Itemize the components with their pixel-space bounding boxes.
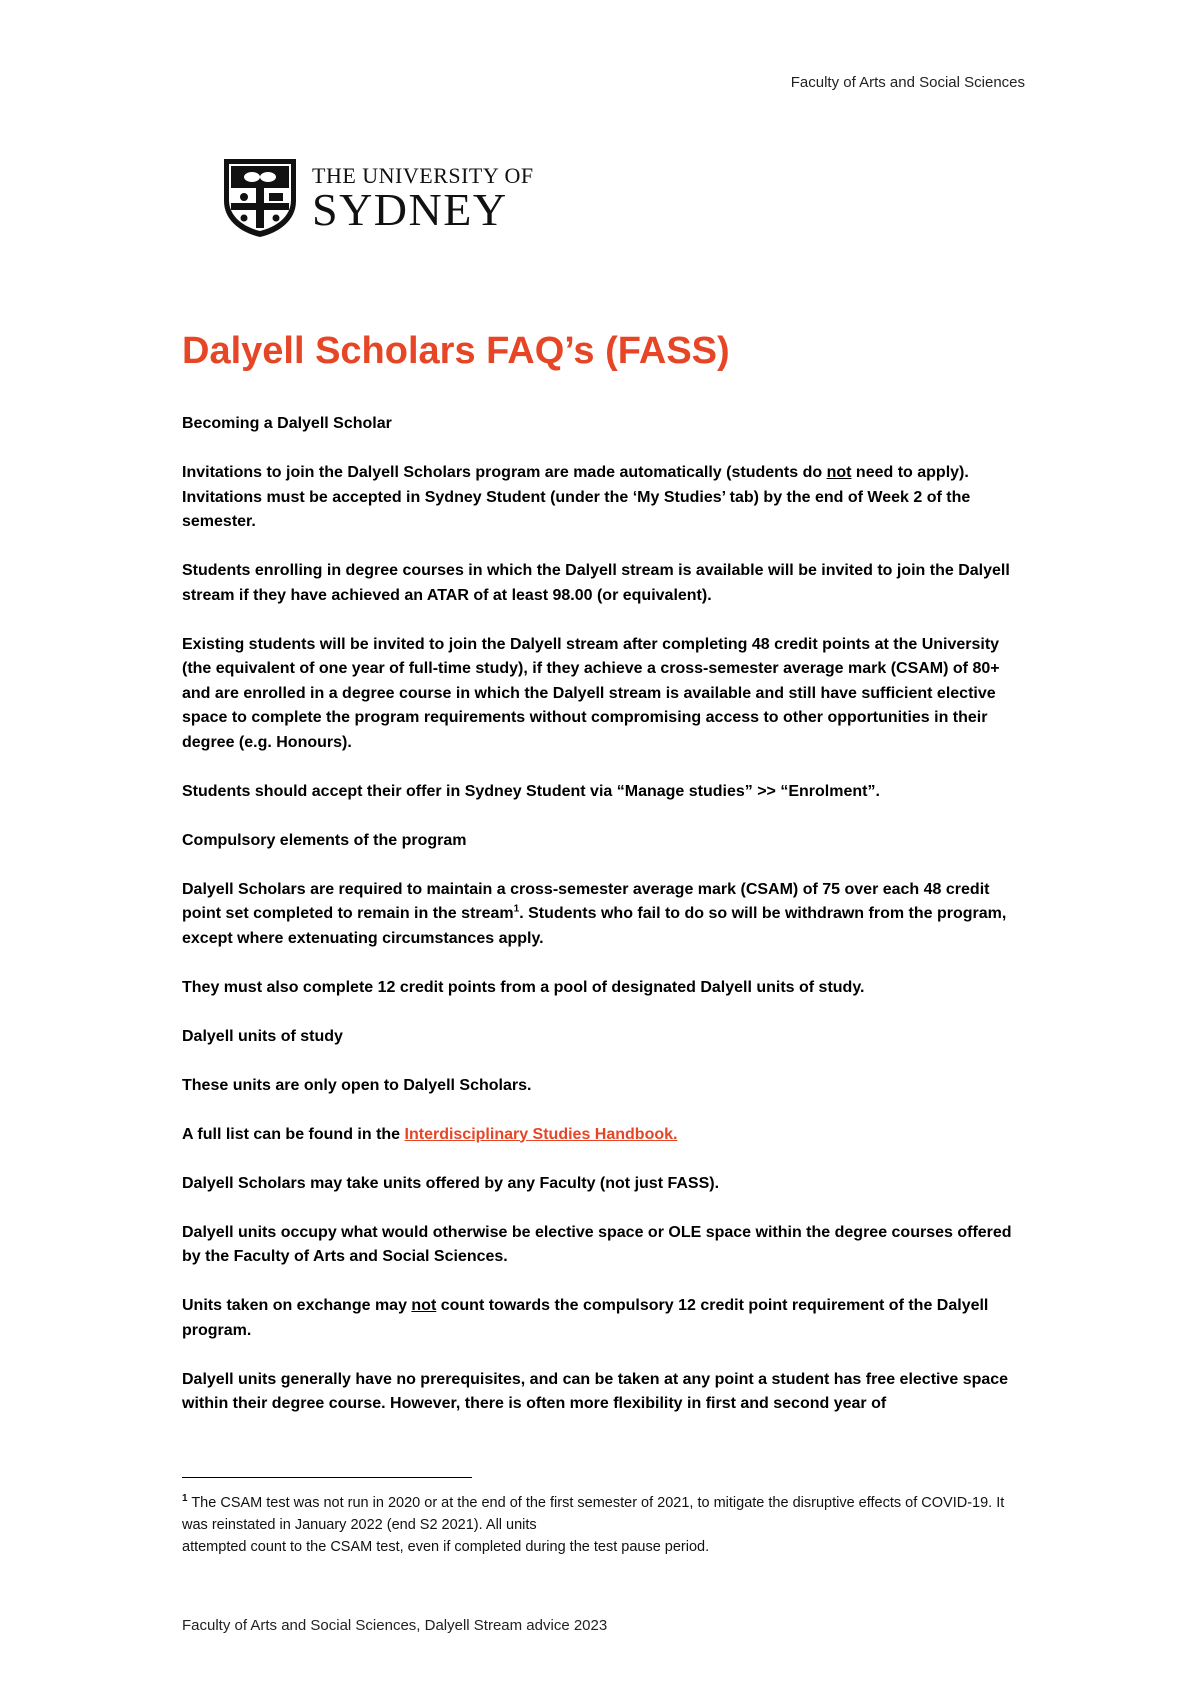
compulsory-heading: Compulsory elements of the program (182, 831, 467, 849)
paragraph-prerequisites: Dalyell units generally have no prerequisites, and can be taken at any point a student has free elective space within their degree course. However, there is often more flexibility in first and second year of (182, 1370, 1009, 1412)
logo-line-1: THE UNIVERSITY OF (312, 163, 534, 188)
handbook-link[interactable]: Interdisciplinary Studies Handbook. (404, 1125, 678, 1143)
units-heading: Dalyell units of study (182, 1027, 343, 1045)
footnote-reference[interactable]: 1 (513, 903, 520, 915)
paragraph-full-list (182, 1123, 1022, 1148)
paragraph-text: Dalyell Scholars are required to maintain a cross-semester average mark (CSAM) of 75 over each 48 credit point set completed to remain in the stream (182, 880, 990, 922)
paragraph-units-open: These units are only open to Dalyell Scholars. (182, 1076, 532, 1094)
logo-wordmark (312, 163, 534, 235)
paragraph-exchange (182, 1294, 1022, 1343)
paragraph-atar: Students enrolling in degree courses in which the Dalyell stream is available will be invited to join the Dalyell stream if they have achieved an ATAR of at least 98.00 (or equivalent). (182, 562, 1010, 604)
footnote-line-2: attempted count to the CSAM test, even if completed during the test pause period. (182, 1539, 710, 1555)
paragraph-text: A full list can be found in the (182, 1125, 405, 1143)
footnote-text: The CSAM test was not run in 2020 or at the end of the first semester of 2021, to mitigate the disruptive effects of COVID-19. It was reinstated in January 2022 (end S2 2021). All units (182, 1495, 1005, 1533)
document-body (182, 412, 1022, 1441)
footnote-line-1 (182, 1492, 1032, 1536)
paragraph-existing-students: Existing students will be invited to join the Dalyell stream after completing 48 credit points at the University (the equivalent of one year of full-time study), if they achieve a cross-semester average mark (CSAM) of 80+ and are enrolled in a degree course in which the Dalyell stream is available and still have sufficient elective space to complete the program requirements without compromising access to other opportunities in their degree (e.g. Honours). (182, 635, 1000, 751)
paragraph-invitations (182, 461, 1022, 535)
university-crest-icon (222, 157, 298, 239)
page-header: Faculty of Arts and Social Sciences (790, 74, 1025, 91)
logo-line-2: SYDNEY (312, 184, 508, 235)
paragraph-credit-points: They must also complete 12 credit points from a pool of designated Dalyell units of study. (182, 978, 865, 996)
paragraph-elective-space: Dalyell units occupy what would otherwise be elective space or OLE space within the degree courses offered by the Faculty of Arts and Social Sciences. (182, 1223, 1012, 1265)
page-footer: Faculty of Arts and Social Sciences, Dalyell Stream advice 2023 (182, 1617, 608, 1634)
emphasis-not: not (826, 464, 852, 481)
page-title: Dalyell Scholars FAQ’s (FASS) (182, 330, 730, 372)
footnote (182, 1492, 1032, 1558)
footnote-divider (182, 1477, 472, 1478)
paragraph-text: need to apply). Invitations must be accepted in Sydney Student (under the ‘My Studies’ tab) by the end of Week 2 of the semester. (182, 464, 971, 530)
paragraph-text: count towards the compulsory 12 credit point requirement of the Dalyell program. (182, 1297, 989, 1339)
footnote-marker: 1 (182, 1493, 188, 1505)
paragraph-csam (182, 878, 1022, 952)
paragraph-text: Units taken on exchange may (182, 1297, 412, 1314)
emphasis-not: not (411, 1297, 437, 1314)
university-logo (222, 157, 534, 239)
paragraph-accept-offer: Students should accept their offer in Sydney Student via “Manage studies” >> “Enrolment”. (182, 782, 880, 800)
paragraph-any-faculty: Dalyell Scholars may take units offered by any Faculty (not just FASS). (182, 1174, 720, 1192)
becoming-heading: Becoming a Dalyell Scholar (182, 415, 392, 432)
paragraph-text: Invitations to join the Dalyell Scholars program are made automatically (students do (182, 464, 827, 481)
paragraph-text: . Students who fail to do so will be withdrawn from the program, except where extenuating circumstances apply. (182, 905, 1007, 947)
